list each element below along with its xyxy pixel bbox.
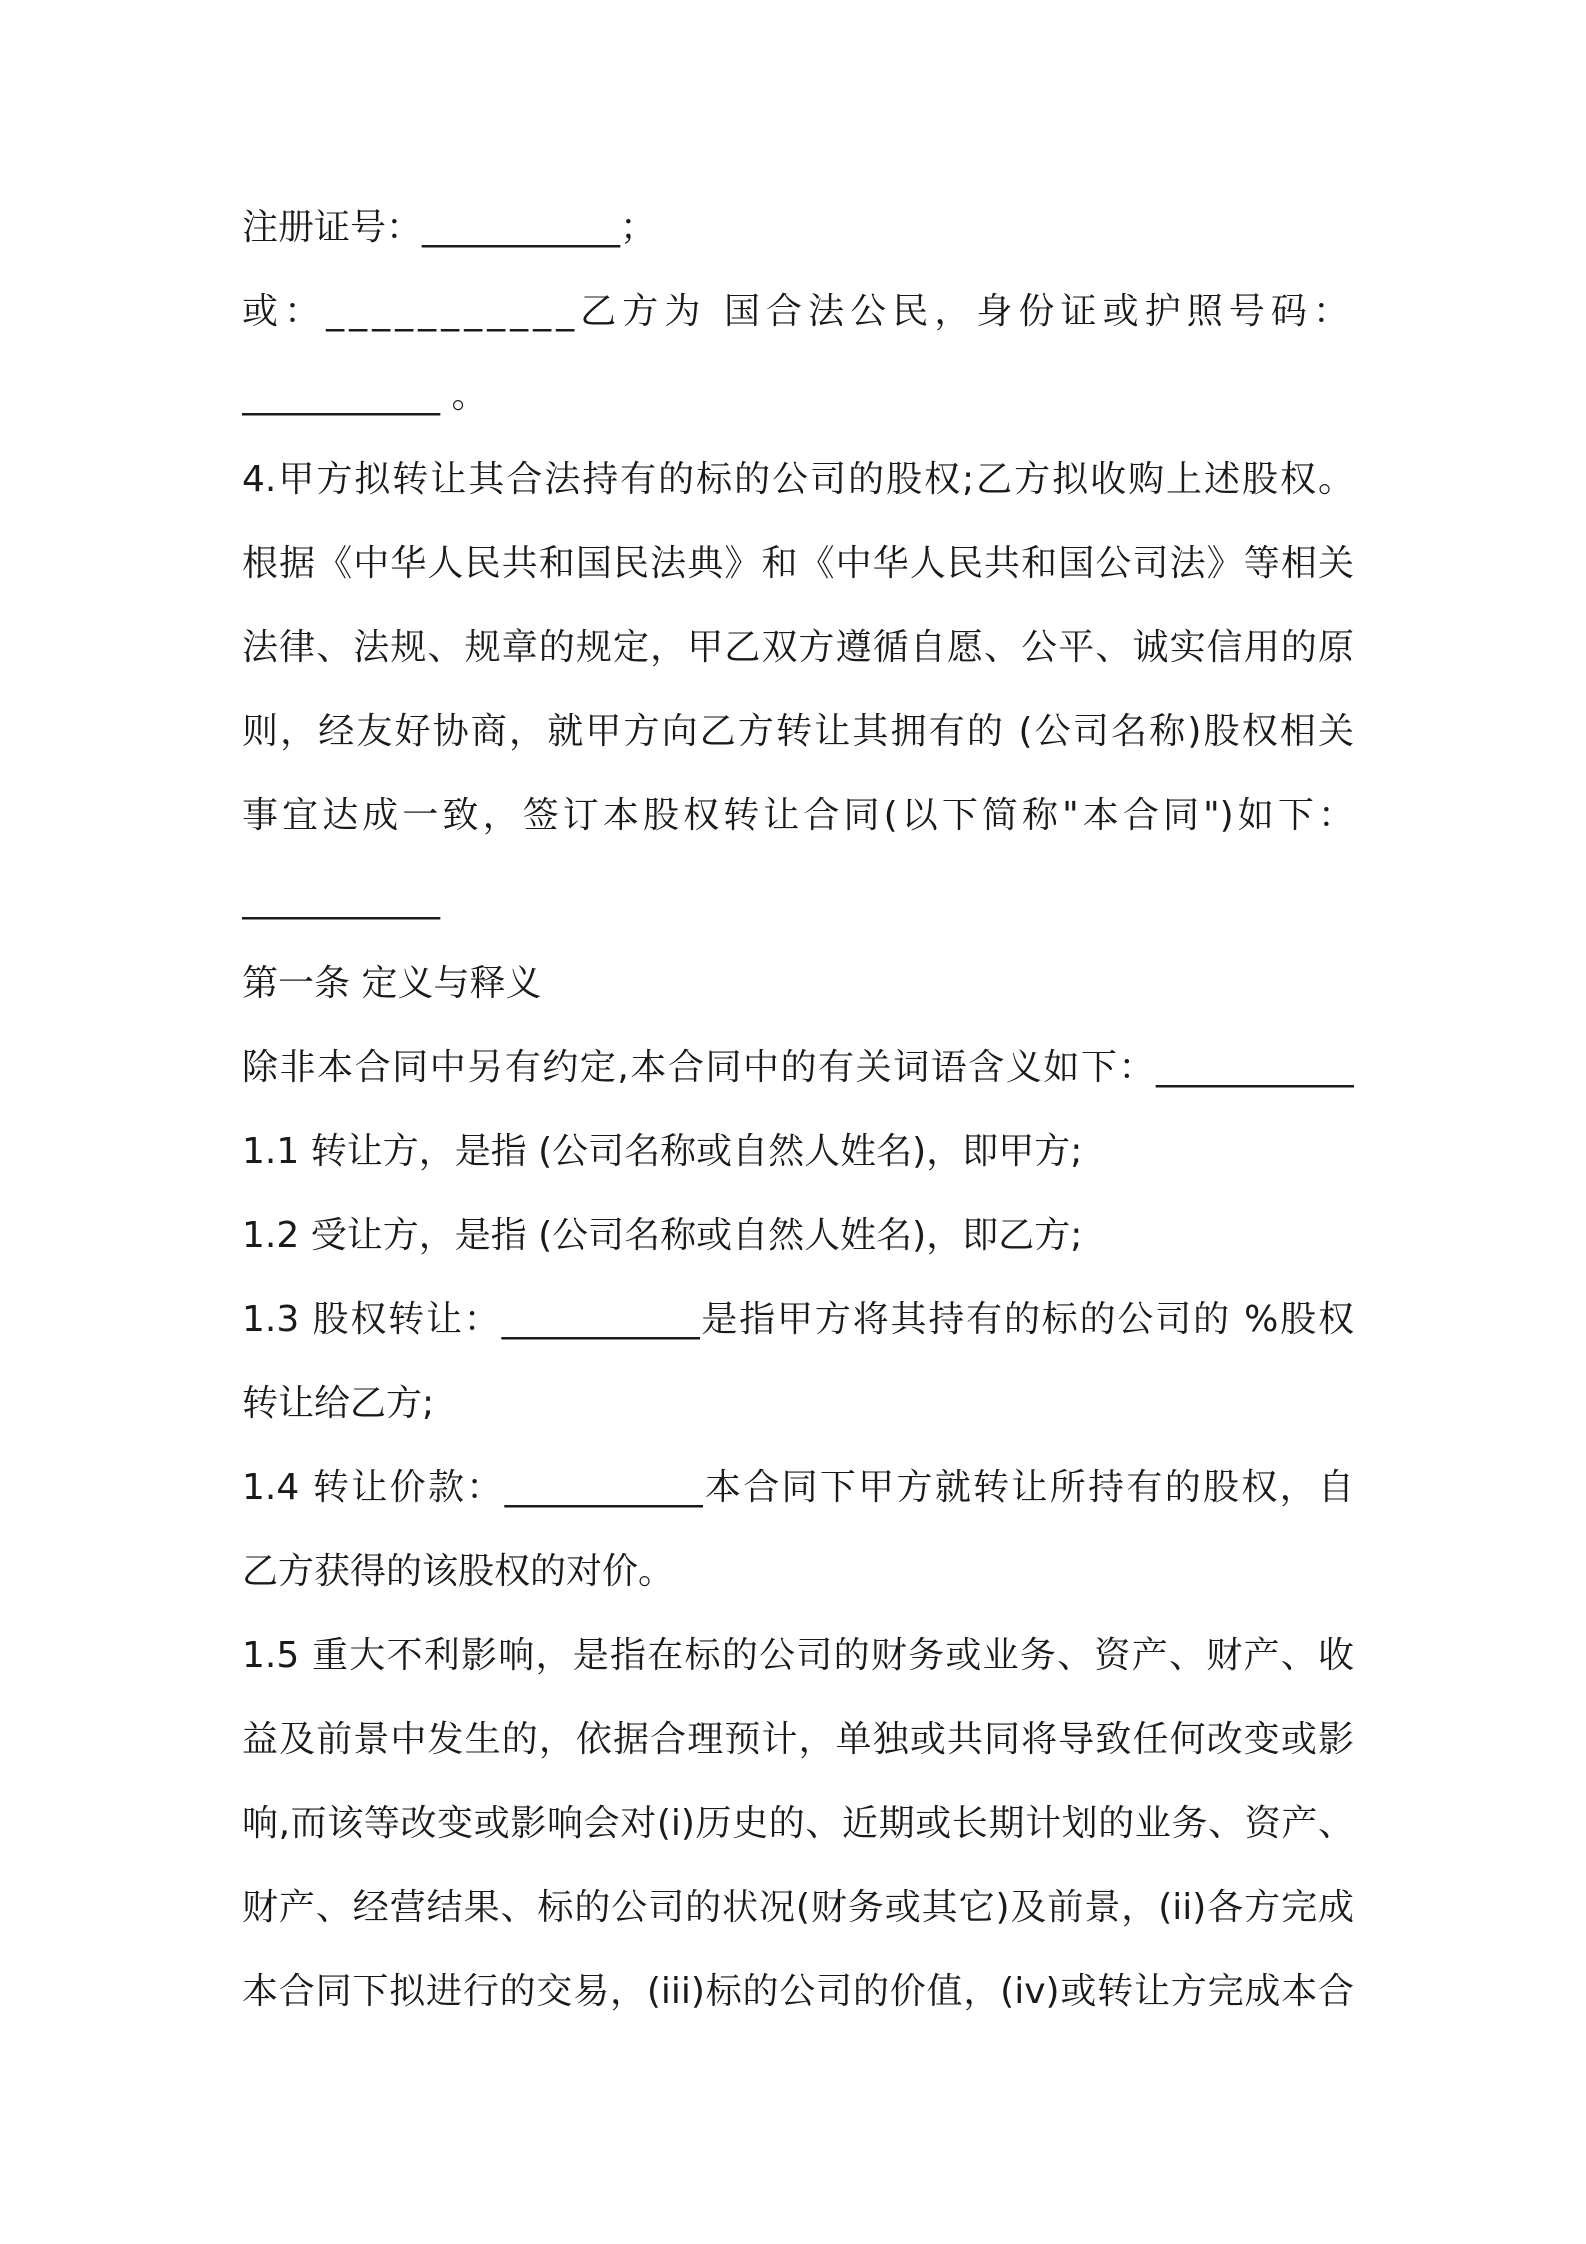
document-page — [242, 0, 1354, 2244]
clause-1-1: 1.1 转让方，是指 (公司名称或自然人姓名)，即甲方; — [242, 1131, 1083, 1172]
section-heading: 第一条 定义与释义 — [242, 963, 542, 1004]
paragraph-line: 除非本合同中另有约定,本合同中的有关词语含义如下：___________ — [242, 1047, 1354, 1088]
blank-line: ___________ — [242, 879, 440, 920]
clause-1-3: 1.3 股权转让：___________是指甲方将其持有的标的公司的 %股权 — [242, 1299, 1354, 1340]
clause-1-2: 1.2 受让方，是指 (公司名称或自然人姓名)，即乙方; — [242, 1215, 1083, 1256]
clause-1-3-continued: 转让给乙方; — [242, 1383, 435, 1424]
paragraph-line: 4.甲方拟转让其合法持有的标的公司的股权;乙方拟收购上述股权。 — [242, 459, 1354, 500]
clause-1-5-continued: 本合同下拟进行的交易，(iii)标的公司的价值，(iv)或转让方完成本合 — [242, 1971, 1354, 2012]
clause-1-5-continued: 财产、经营结果、标的公司的状况(财务或其它)及前景，(ii)各方完成 — [242, 1887, 1354, 1928]
paragraph-line: 则，经友好协商，就甲方向乙方转让其拥有的 (公司名称)股权相关 — [242, 711, 1354, 752]
id-number-blank-line: ___________ 。 — [242, 375, 488, 416]
clause-1-5-continued: 益及前景中发生的，依据合理预计，单独或共同将导致任何改变或影 — [242, 1719, 1354, 1760]
clause-1-4: 1.4 转让价款：___________本合同下甲方就转让所持有的股权，自 — [242, 1467, 1354, 1508]
party-b-identity-line: 或：___________乙方为 国合法公民，身份证或护照号码： — [242, 291, 1354, 332]
clause-1-4-continued: 乙方获得的该股权的对价。 — [242, 1551, 675, 1592]
clause-1-5-continued: 响,而该等改变或影响会对(i)历史的、近期或长期计划的业务、资产、 — [242, 1803, 1354, 1844]
clause-1-5: 1.5 重大不利影响，是指在标的公司的财务或业务、资产、财产、收 — [242, 1635, 1354, 1676]
paragraph-line: 事宜达成一致，签订本股权转让合同(以下简称"本合同")如下： — [242, 795, 1354, 836]
registration-number-line: 注册证号：___________； — [242, 207, 657, 248]
paragraph-line: 法律、法规、规章的规定，甲乙双方遵循自愿、公平、诚实信用的原 — [242, 627, 1354, 668]
paragraph-line: 根据《中华人民共和国民法典》和《中华人民共和国公司法》等相关 — [242, 543, 1354, 584]
